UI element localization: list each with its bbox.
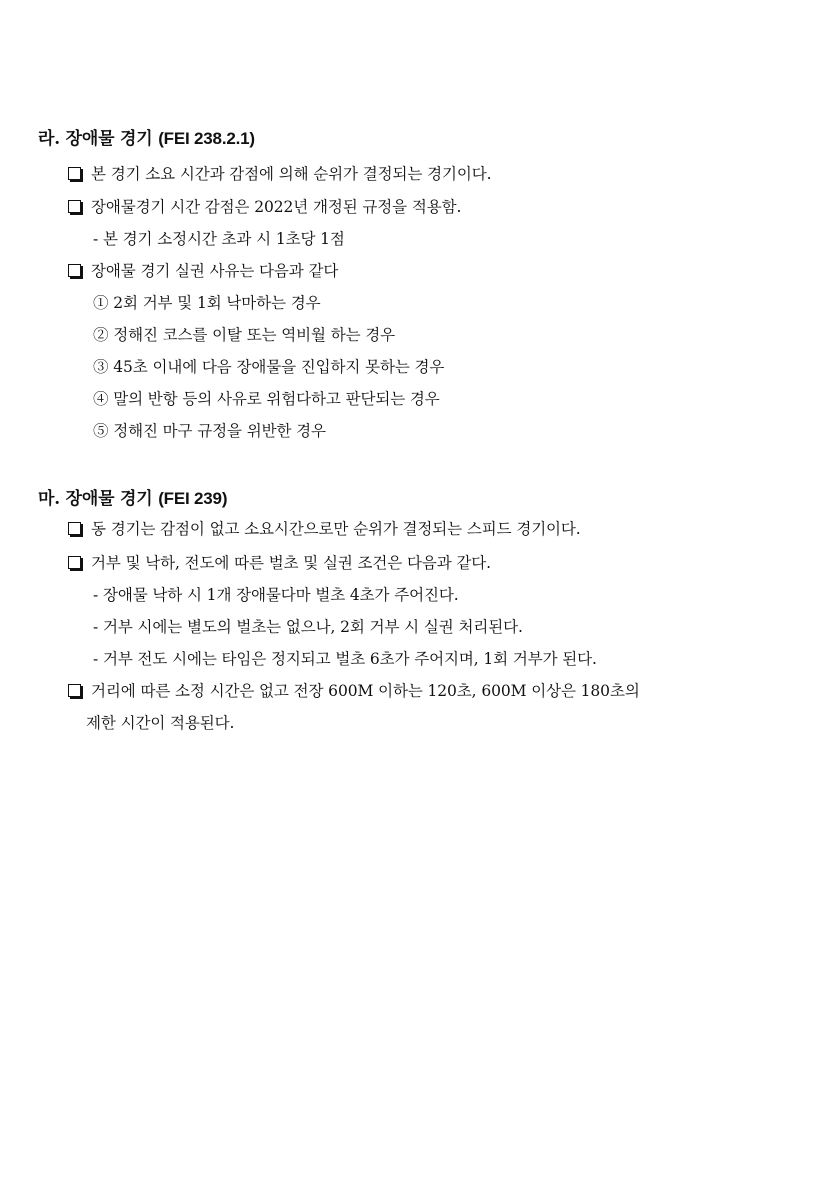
numbered-item: ② 정해진 코스를 이탈 또는 역비월 하는 경우: [93, 326, 396, 344]
list-item: 거부 및 낙하, 전도에 따른 벌초 및 실권 조건은 다음과 같다.: [68, 553, 491, 573]
checkbox-bullet-icon: [68, 167, 81, 180]
list-item: 본 경기 소요 시간과 감점에 의해 순위가 결정되는 경기이다.: [68, 164, 491, 184]
list-item: 장애물경기 시간 감점은 2022년 개정된 규정을 적용함.: [68, 197, 461, 217]
checkbox-bullet-icon: [68, 264, 81, 277]
section-ma-ref: (FEI 239): [158, 489, 228, 508]
checkbox-bullet-icon: [68, 556, 81, 569]
checkbox-bullet-icon: [68, 684, 81, 697]
checkbox-bullet-icon: [68, 200, 81, 213]
list-item: 장애물 경기 실권 사유는 다음과 같다: [68, 261, 338, 281]
numbered-item: ③ 45초 이내에 다음 장애물을 진입하지 못하는 경우: [93, 358, 445, 376]
section-ra-heading: [38, 124, 255, 149]
section-ma-heading: [38, 484, 227, 509]
list-item: 동 경기는 감점이 없고 소요시간으로만 순위가 결정되는 스피드 경기이다.: [68, 519, 581, 539]
continuation-text: 제한 시간이 적용된다.: [86, 714, 235, 732]
sub-item: - 거부 전도 시에는 타임은 정지되고 벌초 6초가 주어지며, 1회 거부가 된다.: [93, 650, 597, 668]
checkbox-bullet-icon: [68, 522, 81, 535]
section-ra-ref: (FEI 238.2.1): [158, 129, 255, 148]
list-item: 거리에 따른 소정 시간은 없고 전장 600M 이하는 120초, 600M 이상은 180초의: [68, 681, 640, 701]
section-ma-title: 마. 장애물 경기: [38, 489, 159, 509]
sub-item: - 거부 시에는 별도의 벌초는 없으나, 2회 거부 시 실권 처리된다.: [93, 618, 523, 636]
numbered-item: ① 2회 거부 및 1회 낙마하는 경우: [93, 294, 321, 312]
sub-item: - 본 경기 소정시간 초과 시 1초당 1점: [93, 230, 345, 248]
numbered-item: ⑤ 정해진 마구 규정을 위반한 경우: [93, 422, 326, 440]
numbered-item: ④ 말의 반항 등의 사유로 위험다하고 판단되는 경우: [93, 390, 440, 408]
section-ra-title: 라. 장애물 경기: [38, 129, 159, 149]
sub-item: - 장애물 낙하 시 1개 장애물다마 벌초 4초가 주어진다.: [93, 586, 459, 604]
